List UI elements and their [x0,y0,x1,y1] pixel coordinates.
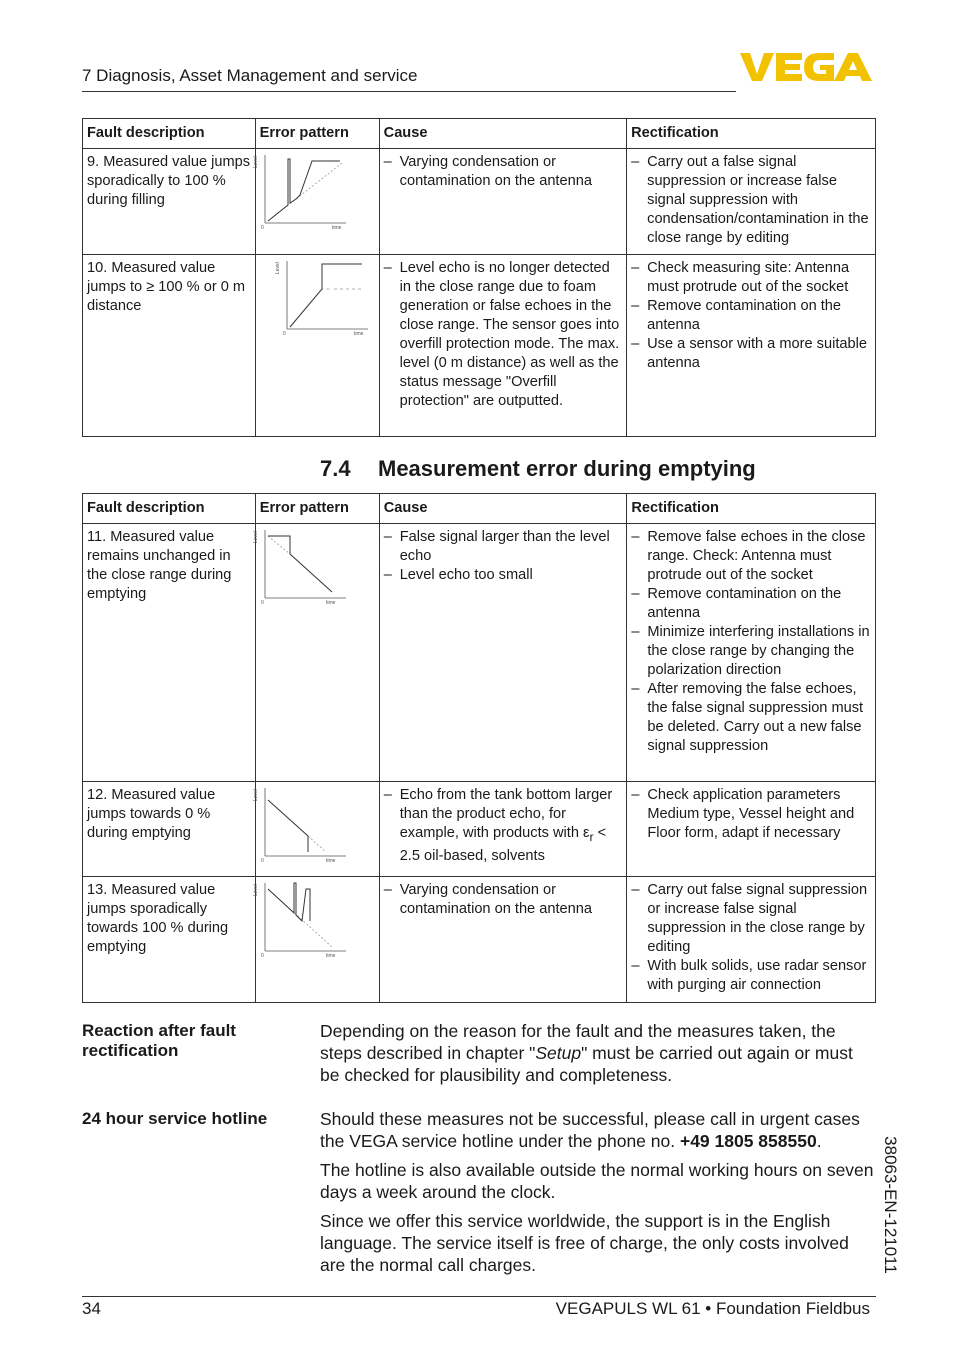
rectification-item: – Minimize interfering installations in the close range by changing the polarization direction [631,623,871,680]
rectification-cell [627,524,876,782]
footer-divider [82,1296,876,1297]
rectification-item: – Check application parameters Medium type, Vessel height and Floor form, adapt if necessary [631,786,871,843]
rectification-item: – After removing the false echoes, the false signal suppression must be deleted. Carry out a new false signal suppression [631,680,871,756]
table-row [83,782,876,877]
cause-item: – Level echo too small [384,566,623,585]
error-pattern-cell [252,782,379,877]
col-header-cause: Cause [379,494,627,524]
error-pattern-12-graph [252,786,350,864]
reaction-text-part: " must be carried out again or must be checked for plausibility and completeness. [320,1043,853,1085]
fault-table-filling [82,118,876,437]
col-header-fault: Fault description [83,119,256,149]
table-row [83,149,876,255]
axis-level-label: Level [252,531,259,543]
document-code: 38063-EN-121011 [881,1136,900,1274]
axis-time-label: time [325,953,336,959]
rectification-cell [627,255,876,437]
rectification-item: – Carry out false signal suppression or increase false signal suppression in the close range by editing [631,881,871,957]
hotline-paragraph: Since we offer this service worldwide, the support is in the English language. The service itself is free of charge, the only costs involved are the normal call charges. [320,1211,849,1275]
axis-zero-label: 0 [260,858,264,864]
vega-logo [740,50,872,84]
rectification-item: – With bulk solids, use radar sensor with purging air connection [631,957,871,995]
axis-time-label: time [331,225,342,231]
rectification-item: – Check measuring site: Antenna must protrude out of the socket [631,259,871,297]
col-header-rectification: Rectification [627,119,876,149]
setup-chapter-ref: Setup [535,1043,582,1063]
rectification-cell [627,149,876,255]
cause-item: – Varying condensation or contamination on the antenna [384,881,623,919]
error-pattern-cell [252,149,379,255]
axis-zero-label: 0 [282,331,286,337]
section-number: 7.4 [320,456,351,481]
col-header-fault: Fault description [83,494,256,524]
error-pattern-cell [252,524,379,782]
axis-level-label: Level [252,156,259,168]
table-row [83,524,876,782]
cause-subscript: r [589,829,594,844]
fault-description: 12. Measured value jumps towards 0 % during emptying [83,782,256,877]
col-header-pattern: Error pattern [255,119,379,149]
hotline-text-part: . [816,1131,822,1151]
table-header-row [83,494,876,524]
cause-cell [379,877,627,1003]
fault-description: 13. Measured value jumps sporadically towards 100 % during emptying [83,877,256,1003]
col-header-pattern: Error pattern [255,494,379,524]
fault-description: 10. Measured value jumps to ≥ 100 % or 0 m distance [83,255,256,437]
page-number: 34 [82,1299,101,1318]
hotline-heading: 24 hour service hotline [82,1109,268,1128]
cause-cell [379,782,627,877]
section-title: Measurement error during emptying [378,456,756,481]
cause-item: – Level echo is no longer detected in the close range due to foam generation or false echoes in the close range. The sensor goes into overfill protection mode. The max. level (0 m distance) as well as the status message "Overfill protection" are outputted. [384,259,622,411]
col-header-cause: Cause [379,119,626,149]
cause-item [384,786,623,866]
fault-description: 11. Measured value remains unchanged in the close range during emptying [83,524,256,782]
axis-time-label: time [353,331,364,337]
hotline-phone: +49 1805 858550 [679,1131,817,1151]
hotline-paragraph: The hotline is also available outside the normal working hours on seven days a week around the clock. [320,1160,874,1202]
cause-item: – False signal larger than the level echo [384,528,623,566]
error-pattern-13-graph [252,881,350,959]
axis-zero-label: 0 [260,225,264,231]
col-header-rectification: Rectification [627,494,876,524]
axis-zero-label: 0 [260,953,264,959]
axis-time-label: time [325,600,336,606]
axis-zero-label: 0 [260,600,264,606]
table-row [83,877,876,1003]
rectification-item: – Remove contamination on the antenna [631,585,871,623]
rectification-item: – Carry out a false signal suppression or increase false signal suppression with condensation/contamination in the close range by editing [631,153,871,248]
rectification-item: – Remove contamination on the antenna [631,297,871,335]
reaction-heading: Reaction after fault rectification [82,1021,236,1060]
axis-level-label: Level [274,262,281,274]
reaction-text-part: Depending on the reason for the fault and the measures taken, the steps described in chapter " [320,1021,836,1063]
table-row [83,255,876,437]
error-pattern-11-graph [252,528,350,606]
hotline-text-part: Should these measures not be successful, please call in urgent cases the VEGA service hotline under the phone no. [320,1109,860,1151]
fault-description: 9. Measured value jumps sporadically to 100 % during filling [83,149,256,255]
section-heading [320,456,756,482]
cause-cell [379,524,627,782]
error-pattern-10-graph [274,259,372,337]
rectification-item: – Use a sensor with a more suitable antenna [631,335,871,373]
rectification-cell [627,877,876,1003]
cause-text: Echo from the tank bottom larger than the product echo, for example, with products with ε [399,787,613,841]
rectification-item: – Remove false echoes in the close range. Check: Antenna must protrude out of the socket [631,528,871,585]
axis-level-label: Level [252,789,259,801]
axis-time-label: time [325,858,336,864]
cause-text-suffix: < 2.5 oil-based, solvents [399,825,607,864]
chapter-header: 7 Diagnosis, Asset Management and service [82,66,418,85]
reaction-text [320,1020,876,1093]
cause-cell [379,149,626,255]
cause-item: – Varying condensation or contamination on the antenna [384,153,622,191]
table-header-row [83,119,876,149]
fault-table-emptying [82,493,876,1003]
error-pattern-9-graph [252,153,350,231]
error-pattern-cell [252,877,379,1003]
cause-cell [379,255,626,437]
header-divider [82,91,736,92]
axis-level-label: Level [252,884,259,896]
product-name: VEGAPULS WL 61 • Foundation Fieldbus [555,1299,870,1318]
hotline-text [320,1108,876,1283]
rectification-cell [627,782,876,877]
error-pattern-cell [255,255,379,437]
